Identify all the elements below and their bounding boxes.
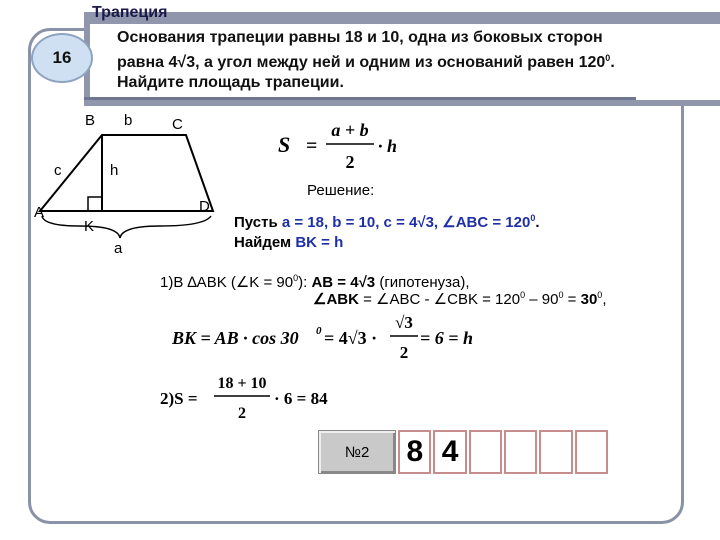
trapezoid-figure: [30, 108, 230, 258]
svg-text:BK = AB · cos 30: BK = AB · cos 30: [172, 328, 299, 348]
answer-cell-6[interactable]: [575, 430, 608, 474]
svg-text:0: 0: [316, 325, 322, 337]
area-computation: [160, 372, 380, 432]
slide-title: Трапеция: [92, 4, 168, 21]
svg-text:2)S =: 2)S =: [160, 389, 198, 408]
svg-text:· h: · h: [378, 136, 398, 156]
svg-text:S: S: [278, 132, 291, 157]
vertex-label-k: K: [84, 218, 95, 235]
answer-cell-3[interactable]: [469, 430, 502, 474]
answer-cell-4[interactable]: [504, 430, 537, 474]
svg-text:=: =: [306, 135, 318, 157]
answer-label: №2: [318, 430, 396, 474]
problem-line-3: Найдите площадь трапеции.: [117, 74, 344, 91]
svg-text:2: 2: [238, 405, 246, 422]
answer-cell-5[interactable]: [539, 430, 572, 474]
vertex-label-a: A: [34, 204, 45, 221]
side-label-c: c: [54, 162, 62, 179]
svg-text:√3: √3: [395, 313, 413, 332]
bk-formula: [168, 308, 508, 370]
problem-line-2: равна 4√3, а угол между ней и одним из оснований равен $120^0$.: [117, 53, 615, 71]
svg-text:2: 2: [345, 152, 355, 172]
problem-number-badge: 16: [31, 33, 93, 83]
svg-text:a + b: a + b: [331, 120, 369, 140]
svg-text:2: 2: [399, 343, 409, 362]
svg-text:= 4√3 ·: = 4√3 ·: [324, 328, 378, 348]
area-formula: [270, 112, 420, 176]
side-label-b: b: [124, 112, 133, 129]
vertex-label-c: C: [172, 116, 183, 133]
find-line: Найдем BK = h: [234, 234, 344, 251]
given-block: [234, 208, 540, 253]
header-rule: [84, 97, 636, 100]
answer-cell-2[interactable]: 4: [433, 430, 466, 474]
side-label-a: a: [114, 240, 123, 257]
svg-text:18 + 10: 18 + 10: [217, 375, 267, 392]
step-1-line-2: ∠ABK = ∠ABC - ∠CBK = $120^0 - 90^0 = 30^0$,: [313, 290, 607, 308]
height-label-h: h: [110, 162, 119, 179]
solution-title: Решение:: [307, 182, 375, 199]
step-1-line-1: 1)В ∆ABK (∠K = $90^0$): AB = 4√3 (гипотенуза),: [160, 273, 470, 291]
problem-statement: [117, 28, 707, 93]
vertex-label-b-upper: B: [85, 112, 96, 129]
svg-text:= 6 = h: = 6 = h: [420, 328, 474, 348]
answer-cell-1[interactable]: 8: [398, 430, 431, 474]
answer-box: [318, 430, 608, 476]
svg-text:· 6 = 84: · 6 = 84: [274, 389, 328, 408]
problem-line-1: Основания трапеции равны 18 и 10, одна из боковых сторон: [117, 29, 603, 46]
given-line: Пусть a = 18, b = 10, c = 4√3, ∠ABC = $120^0$.: [234, 213, 540, 231]
vertex-label-d: D: [199, 198, 210, 215]
